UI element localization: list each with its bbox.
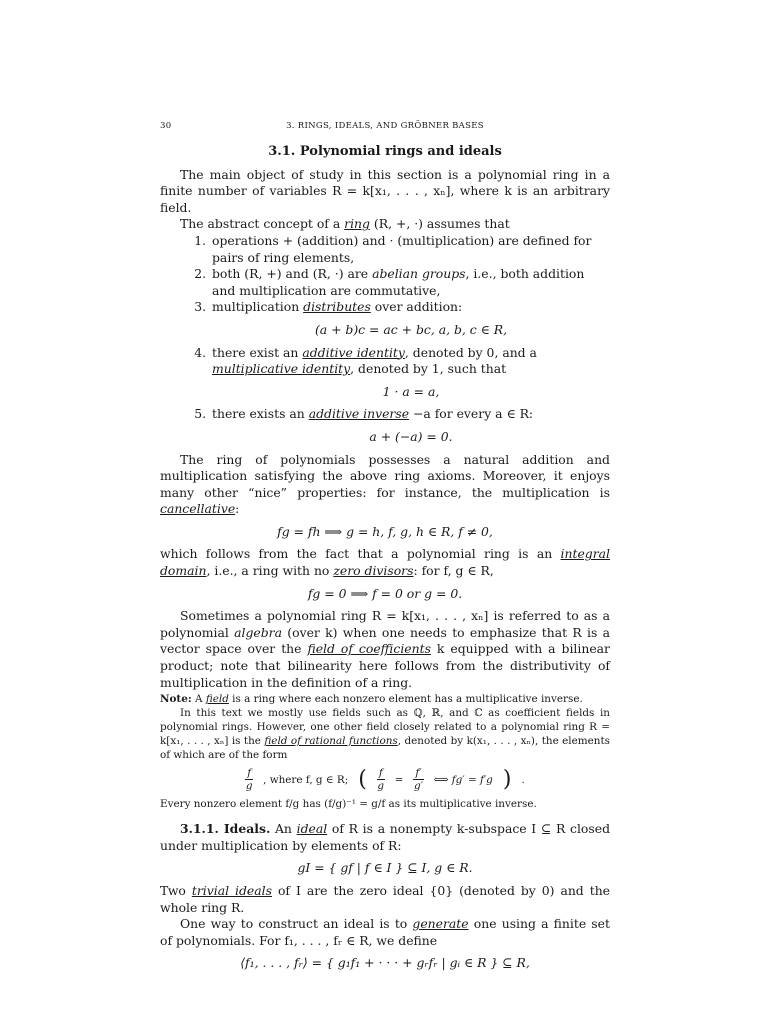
- note-block: Note: A field is a ring where each nonzero element has a multiplicative inverse. In this text we mostly use fields such as ℚ, ℝ, and ℂ as coefficient fields in polynomial rings. However, one other field closely related to a polynomial ring R = k[x₁, . . . , xₙ] is the field of rational functions, denoted by k(x₁, . . . , xₙ), the elements of which are of the form $\frac{f}{g}$ , where f, g ∈ R; ( $\frac{f}{g}$ = $\frac{f'}{g'}$ ⟺ fg′ = f′g ) . Every nonzero element f/g has (f/g)⁻¹ = g/f as its multiplicative inverse.: [160, 693, 610, 811]
- generate-ideal-paragraph: One way to construct an ideal is to generate one using a finite set of polynomials. For f₁, . . . , fᵣ ∈ R, we define: [160, 916, 610, 948]
- algebra-paragraph: Sometimes a polynomial ring R = k[x₁, . . . , xₙ] is referred to as a polynomial algebra (over k) when one needs to emphasize that R is a vector space over the field of coefficients k equipped with a bilinear product; note that bilinearity here follows from the distributivity of multiplication in the definition of a ring.: [160, 608, 610, 690]
- page-number: 30: [160, 121, 172, 131]
- zero-divisor-equation: fg = 0 ⟹ f = 0 or g = 0.: [307, 585, 463, 601]
- running-header: [160, 118, 610, 136]
- ideal-closure-equation: gI = { gf | f ∈ I } ⊆ I, g ∈ R.: [297, 860, 473, 876]
- trivial-ideals-paragraph: Two trivial ideals of I are the zero ideal {0} (denoted by 0) and the whole ring R.: [160, 883, 611, 915]
- axiom-item: 2. both (R, +) and (R, ·) are abelian groups, i.e., both addition and multiplication are commutative,: [210, 266, 610, 299]
- axiom-item: 1. operations + (addition) and · (multiplication) are defined for pairs of ring elements,: [210, 233, 610, 266]
- section-title: 3.1. Polynomial rings and ideals: [268, 144, 502, 159]
- note-label: Note:: [160, 693, 192, 706]
- polynomial-ring-paragraph: The ring of polynomials possesses a natural addition and multiplication satisfying the above ring axioms. Moreover, it enjoys many other “nice” properties: for instance, the multiplication is cancellative:: [160, 451, 610, 517]
- inverse-equation: a + (−a) = 0.: [369, 428, 453, 444]
- axiom-item: 5. there exists an additive inverse −a for every a ∈ R: a + (−a) = 0.: [210, 406, 610, 445]
- page-body: [160, 118, 610, 978]
- intro-paragraph: The main object of study in this section is a polynomial ring in a finite number of variables R = k[x₁, . . . , xₙ], where k is an arbitrary field.: [160, 166, 610, 215]
- generated-ideal-equation: ⟨f₁, . . . , fᵣ⟩ = { g₁f₁ + · · · + gᵣfᵣ | gᵢ ∈ R } ⊆ R,: [240, 955, 530, 971]
- axiom-item: 3. multiplication distributes over addition: (a + b)c = ac + bc, a, b, c ∈ R,: [210, 299, 610, 338]
- identity-equation: 1 · a = a,: [382, 383, 440, 399]
- running-title: 3. RINGS, IDEALS, AND GRÖBNER BASES: [286, 121, 484, 131]
- ideals-subsection: 3.1.1. Ideals. An ideal of R is a nonempty k-subspace I ⊆ R closed under multiplication by elements of R:: [160, 821, 611, 853]
- subsection-title: 3.1.1. Ideals.: [180, 821, 271, 837]
- axiom-item: 4. there exist an additive identity, denoted by 0, and a multiplicative identity, denoted by 1, such that 1 · a = a,: [210, 345, 610, 401]
- cancellative-equation: fg = fh ⟹ g = h, f, g, h ∈ R, f ≠ 0,: [277, 523, 493, 539]
- ring-concept-paragraph: The abstract concept of a ring (R, +, ·) assumes that: [180, 216, 510, 232]
- rational-functions-paragraph: In this text we mostly use fields such as ℚ, ℝ, and ℂ as coefficient fields in polynomial rings. However, one other field closely related to a polynomial ring R = k[x₁, . . . , xₙ] is the field of rational functions, denoted by k(x₁, . . . , xₙ), the elements of which are of the form: [160, 707, 610, 762]
- ring-axioms-list: [160, 233, 610, 446]
- distributive-equation: (a + b)c = ac + bc, a, b, c ∈ R,: [314, 321, 508, 337]
- integral-domain-paragraph: which follows from the fact that a polynomial ring is an integral domain, i.e., a ring with no zero divisors: for f, g ∈ R,: [160, 546, 610, 579]
- rational-function-formula: $\frac{f}{g}$ , where f, g ∈ R; ( $\frac{f}{g}$ = $\frac{f'}{g'}$ ⟺ fg′ = f′g ) .: [245, 766, 525, 793]
- inverse-remark: Every nonzero element f/g has (f/g)⁻¹ = g/f as its multiplicative inverse.: [160, 798, 537, 811]
